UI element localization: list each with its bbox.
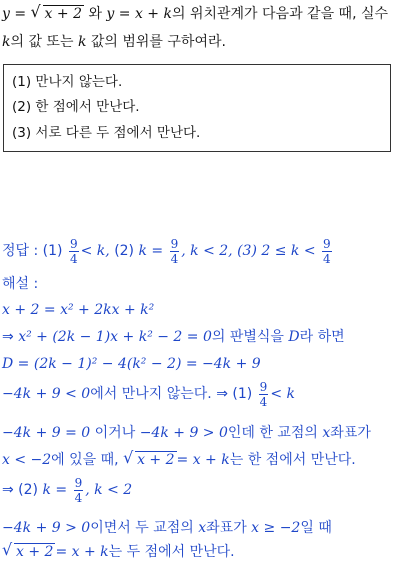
variable-k: k [77,34,87,50]
variable-k: k [2,34,11,50]
solution-step-4: −4k + 9 < 0에서 만나지 않는다. ⇒ (1) $\frac{9}{4}$ < k [2,379,295,409]
problem-line-2-mid: 의 값 또는 [10,34,74,50]
solution-step-2: ⇒ x² + (2k − 1)x + k² − 2 = 0의 판별식을 D라 하면 [2,329,345,345]
sqrt-radicand: x + 2 [44,6,82,22]
problem-line-2-tail: 값의 범위를 구하여라. [90,34,226,50]
equation-2: y = x + k [106,6,172,22]
option-3: (3) 서로 다른 두 점에서 만난다. [12,125,201,141]
answer-part-2-prefix: (2) [114,243,135,259]
solution-step-8: −4k + 9 > 0이면서 두 교점의 x좌표가 x ≥ −2일 때 [2,520,332,536]
solution-step-7: ⇒ (2) k = $\frac{9}{4}$ , k < 2 [2,475,133,505]
answer-part-1-prefix: (1) [42,243,63,259]
answer-part-2-tail: , k < 2, [181,243,233,259]
solution-step-9: √ x + 2 = x + k는 두 점에서 만난다. [2,542,235,562]
solution-step-1: x + 2 = x² + 2kx + k² [2,302,155,318]
solution-step-5: −4k + 9 = 0 이거나 −4k + 9 > 0인데 한 교점의 x좌표가 [2,425,371,441]
conjunction-text: 와 [88,6,102,22]
sqrt-expression [31,4,84,24]
solution-step-3: D = (2k − 1)² − 4(k² − 2) = −4k + 9 [2,356,261,372]
problem-line-2 [2,32,226,52]
options-box [3,64,391,152]
option-2: (2) 한 점에서 만난다. [12,99,140,115]
problem-line-1-tail: 의 위치관계가 다음과 같을 때, 실수 [171,6,389,22]
problem-line-1 [2,4,388,24]
fraction: $\frac{9}{4}$ [259,379,268,409]
solution-heading: 해설 : [2,276,39,292]
fraction: $\frac{9}{4}$ [323,236,331,266]
answer-label: 정답 : [2,243,39,259]
answer-part-2-k: k = [138,243,164,259]
equation-1-lhs: y = [2,6,27,22]
sqrt-expression: √ x + 2 [123,450,176,470]
answer-part-1: < k, [80,243,110,259]
fraction: $\frac{9}{4}$ [74,475,83,505]
fraction: $\frac{9}{4}$ [170,236,179,266]
implies-icon: ⇒ [2,329,14,345]
option-1: (1) 만나지 않는다. [12,74,123,90]
sqrt-expression: √ x + 2 [2,542,55,562]
answer-part-3: (3) 2 ≤ k < [237,243,316,259]
fraction: $\frac{9}{4}$ [69,236,78,266]
answer-line [2,236,334,270]
solution-step-6: x < −2에 있을 때, √ x + 2 = x + k는 한 점에서 만난다. [2,450,356,470]
